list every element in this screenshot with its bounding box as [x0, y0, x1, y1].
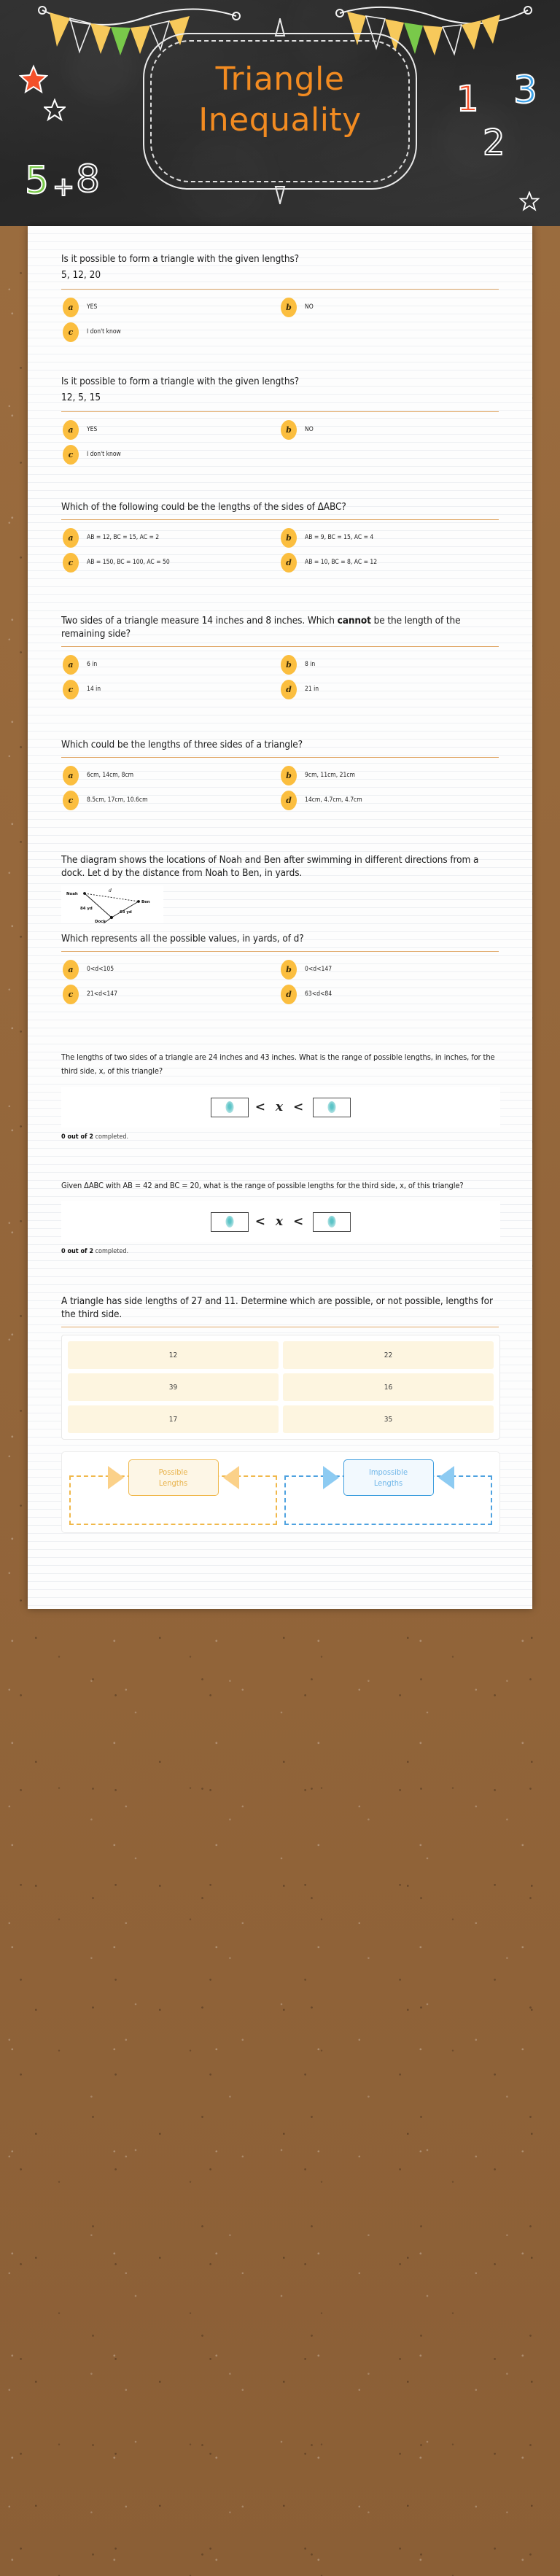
doodle-digit-5: 5: [25, 159, 50, 203]
option-label: AB = 12, BC = 15, AC = 2: [87, 534, 160, 541]
option-label: YES: [87, 426, 98, 433]
option-label: I don't know: [87, 451, 121, 458]
fill-in-block-f2: [44, 1147, 516, 1261]
option-label: 21<d<147: [87, 990, 117, 998]
sorting-task-block: [44, 1261, 516, 1539]
input-cursor-dot-icon: [328, 1216, 336, 1227]
answer-options: [44, 412, 516, 465]
input-cursor-dot-icon: [225, 1101, 233, 1113]
question-block-q3: [44, 471, 516, 579]
answer-options: [44, 520, 516, 573]
option-label: 9cm, 11cm, 21cm: [305, 772, 355, 779]
notebook-paper: [28, 226, 532, 1609]
fill-in-block-f1: [44, 1011, 516, 1147]
option-a[interactable]: [63, 527, 281, 548]
lower-bound-input[interactable]: [211, 1212, 249, 1232]
ribbon-tail-right-icon: [223, 1466, 239, 1489]
fill-in-prompt: Given ΔABC with AB = 42 and BC = 20, what is the range of possible lengths for the third side, x, of this triangle?: [61, 1181, 464, 1190]
option-d[interactable]: [281, 789, 499, 811]
option-key-badge: c: [63, 791, 79, 810]
option-key-badge: a: [63, 960, 79, 979]
option-key-badge: d: [281, 791, 297, 810]
option-d[interactable]: [281, 983, 499, 1005]
option-c[interactable]: [63, 983, 281, 1005]
option-label: I don't know: [87, 328, 121, 335]
ribbon-tail-right-icon: [438, 1466, 454, 1489]
option-key-badge: a: [63, 420, 79, 440]
frame-spike-bottom-icon: [271, 185, 289, 204]
range-operator: < x <: [254, 1100, 307, 1114]
option-b[interactable]: [281, 958, 499, 980]
option-b[interactable]: [281, 653, 499, 675]
option-key-badge: c: [63, 553, 79, 573]
completion-suffix: completed.: [93, 1248, 129, 1255]
option-a[interactable]: [63, 958, 281, 980]
svg-text:84 yd: 84 yd: [80, 907, 93, 911]
draggable-tiles-panel: [61, 1335, 500, 1440]
star-red-icon: [19, 64, 48, 95]
option-key-badge: c: [63, 322, 79, 342]
completion-status: [44, 1242, 516, 1255]
doodle-digit-3: 3: [513, 69, 538, 112]
option-key-badge: c: [63, 985, 79, 1004]
question-prompt: Is it possible to form a triangle with the given lengths?: [61, 253, 300, 265]
star-outline-bottom-icon: [519, 191, 540, 212]
option-a[interactable]: [63, 419, 281, 441]
answer-options: [44, 647, 516, 700]
option-label: AB = 9, BC = 15, AC = 4: [305, 534, 374, 541]
worksheet-page: [0, 226, 560, 1638]
option-key-badge: b: [281, 528, 297, 548]
question-subtext: 5, 12, 20: [61, 269, 101, 281]
range-operator: < x <: [254, 1214, 307, 1229]
option-label: NO: [305, 426, 314, 433]
option-key-badge: b: [281, 298, 297, 317]
drop-bin-possible[interactable]: [69, 1459, 277, 1525]
tile-item[interactable]: 17: [68, 1405, 279, 1433]
option-key-badge: d: [281, 985, 297, 1004]
doodle-digit-1: 1: [456, 79, 479, 120]
option-c[interactable]: [63, 321, 281, 343]
question-block-q4: [44, 579, 516, 706]
upper-bound-input[interactable]: [313, 1098, 351, 1117]
option-key-badge: a: [63, 766, 79, 785]
option-label: YES: [87, 303, 98, 311]
option-label: 14 in: [87, 686, 101, 693]
option-b[interactable]: [281, 296, 499, 318]
option-d[interactable]: [281, 678, 499, 700]
option-key-badge: a: [63, 528, 79, 548]
input-cursor-dot-icon: [328, 1101, 336, 1113]
option-key-badge: a: [63, 655, 79, 675]
answer-options: [44, 290, 516, 343]
question-prompt: The diagram shows the locations of Noah and Ben after swimming in different directions from a dock. Let d by the distance from Noah to Ben, in yards.: [61, 854, 479, 879]
option-b[interactable]: [281, 764, 499, 786]
svg-text:d: d: [109, 888, 112, 893]
option-a[interactable]: [63, 653, 281, 675]
svg-text:Dock: Dock: [95, 920, 106, 923]
sorting-task-prompt: A triangle has side lengths of 27 and 11. Determine which are possible, or not possible, lengths for the third side.: [61, 1295, 493, 1320]
question-prompt-post: be the length of the remaining side?: [61, 615, 461, 640]
bin-label-line1: Possible: [158, 1467, 188, 1477]
option-b[interactable]: [281, 527, 499, 548]
tile-item[interactable]: 39: [68, 1373, 279, 1401]
completion-status: [44, 1128, 516, 1141]
option-label: 63<d<84: [305, 990, 332, 998]
ribbon-wrapper: [327, 1459, 450, 1496]
option-key-badge: a: [63, 298, 79, 317]
answer-options: [44, 758, 516, 811]
option-key-badge: d: [281, 553, 297, 573]
question-block-q1: [44, 239, 516, 349]
option-label: 6 in: [87, 661, 98, 668]
svg-text:Noah: Noah: [66, 892, 78, 896]
option-d[interactable]: [281, 551, 499, 573]
question-prompt-secondary: Which represents all the possible values, in yards, of d?: [61, 933, 304, 944]
option-c[interactable]: [63, 678, 281, 700]
question-block-q5: [44, 706, 516, 817]
bin-label-possible: [128, 1459, 219, 1496]
option-key-badge: b: [281, 655, 297, 675]
page-title-line2: Inequality: [198, 101, 362, 139]
title-frame: [143, 33, 417, 190]
input-cursor-dot-icon: [225, 1216, 233, 1227]
option-label: AB = 150, BC = 100, AC = 50: [87, 559, 170, 566]
bin-label-line1: Impossible: [368, 1467, 408, 1477]
doodle-plus: +: [52, 172, 75, 202]
svg-text:63 yd: 63 yd: [120, 910, 132, 915]
option-label: 21 in: [305, 686, 319, 693]
range-input-panel: [61, 1087, 500, 1128]
chalkboard-header: [0, 0, 560, 226]
star-outline-icon: [44, 98, 66, 122]
tile-item[interactable]: 12: [68, 1341, 279, 1369]
doodle-digit-8: 8: [76, 158, 101, 201]
question-block-q6: [44, 817, 516, 1011]
option-key-badge: b: [281, 960, 297, 979]
page-title: [144, 59, 416, 141]
question-prompt: [44, 614, 516, 640]
range-input-panel: [61, 1201, 500, 1242]
option-label: 6cm, 14cm, 8cm: [87, 772, 134, 779]
svg-text:Ben: Ben: [141, 900, 150, 904]
option-a[interactable]: [63, 296, 281, 318]
option-c[interactable]: [63, 789, 281, 811]
question-prompt: Which could be the lengths of three sides of a triangle?: [61, 739, 303, 750]
upper-bound-input[interactable]: [313, 1212, 351, 1232]
drop-bin-impossible[interactable]: [284, 1459, 492, 1525]
frame-spike-top-icon: [271, 18, 289, 37]
question-prompt: Which of the following could be the lengths of the sides of ΔABC?: [61, 501, 346, 513]
option-key-badge: d: [281, 680, 297, 699]
ribbon-tail-left-icon: [108, 1466, 124, 1489]
tile-item[interactable]: 16: [283, 1373, 494, 1401]
tile-item[interactable]: 35: [283, 1405, 494, 1433]
completion-count: 0 out of 2: [61, 1248, 94, 1255]
question-prompt: Is it possible to form a triangle with the given lengths?: [61, 376, 300, 387]
tile-item[interactable]: 22: [283, 1341, 494, 1369]
option-label: 0<d<147: [305, 966, 332, 973]
question-subtext: 12, 5, 15: [61, 392, 101, 403]
bin-label-line2: Lengths: [373, 1478, 403, 1488]
option-key-badge: c: [63, 445, 79, 465]
drop-bins-panel: [61, 1451, 500, 1533]
option-label: 0<d<105: [87, 966, 114, 973]
option-c[interactable]: [63, 551, 281, 573]
option-label: NO: [305, 303, 314, 311]
completion-count: 0 out of 2: [61, 1133, 94, 1141]
option-c[interactable]: [63, 443, 281, 465]
question-block-q2: [44, 349, 516, 471]
lower-bound-input[interactable]: [211, 1098, 249, 1117]
noah-ben-diagram: [61, 885, 163, 923]
bin-label-impossible: [343, 1459, 434, 1496]
ribbon-tail-left-icon: [323, 1466, 339, 1489]
option-label: 8.5cm, 17cm, 10.6cm: [87, 796, 148, 804]
option-key-badge: c: [63, 680, 79, 699]
bin-label-line2: Lengths: [158, 1478, 188, 1488]
fill-in-prompt: The lengths of two sides of a triangle are 24 inches and 43 inches. What is the range of possible lengths, in inches, for the third side, x, of this triangle?: [61, 1052, 495, 1076]
doodle-digit-2: 2: [483, 123, 505, 163]
answer-options: [44, 952, 516, 1005]
question-prompt-emphasis: cannot: [337, 615, 371, 626]
option-key-badge: b: [281, 766, 297, 785]
question-prompt-pre: Two sides of a triangle measure 14 inches and 8 inches. Which: [61, 615, 338, 626]
option-label: AB = 10, BC = 8, AC = 12: [305, 559, 378, 566]
option-label: 14cm, 4.7cm, 4.7cm: [305, 796, 362, 804]
page-bottom-spacer: [44, 1539, 516, 1580]
option-b[interactable]: [281, 419, 499, 441]
option-key-badge: b: [281, 420, 297, 440]
completion-suffix: completed.: [93, 1133, 129, 1141]
page-title-line1: Triangle: [215, 61, 345, 98]
ribbon-wrapper: [112, 1459, 235, 1496]
option-a[interactable]: [63, 764, 281, 786]
option-label: 8 in: [305, 661, 316, 668]
